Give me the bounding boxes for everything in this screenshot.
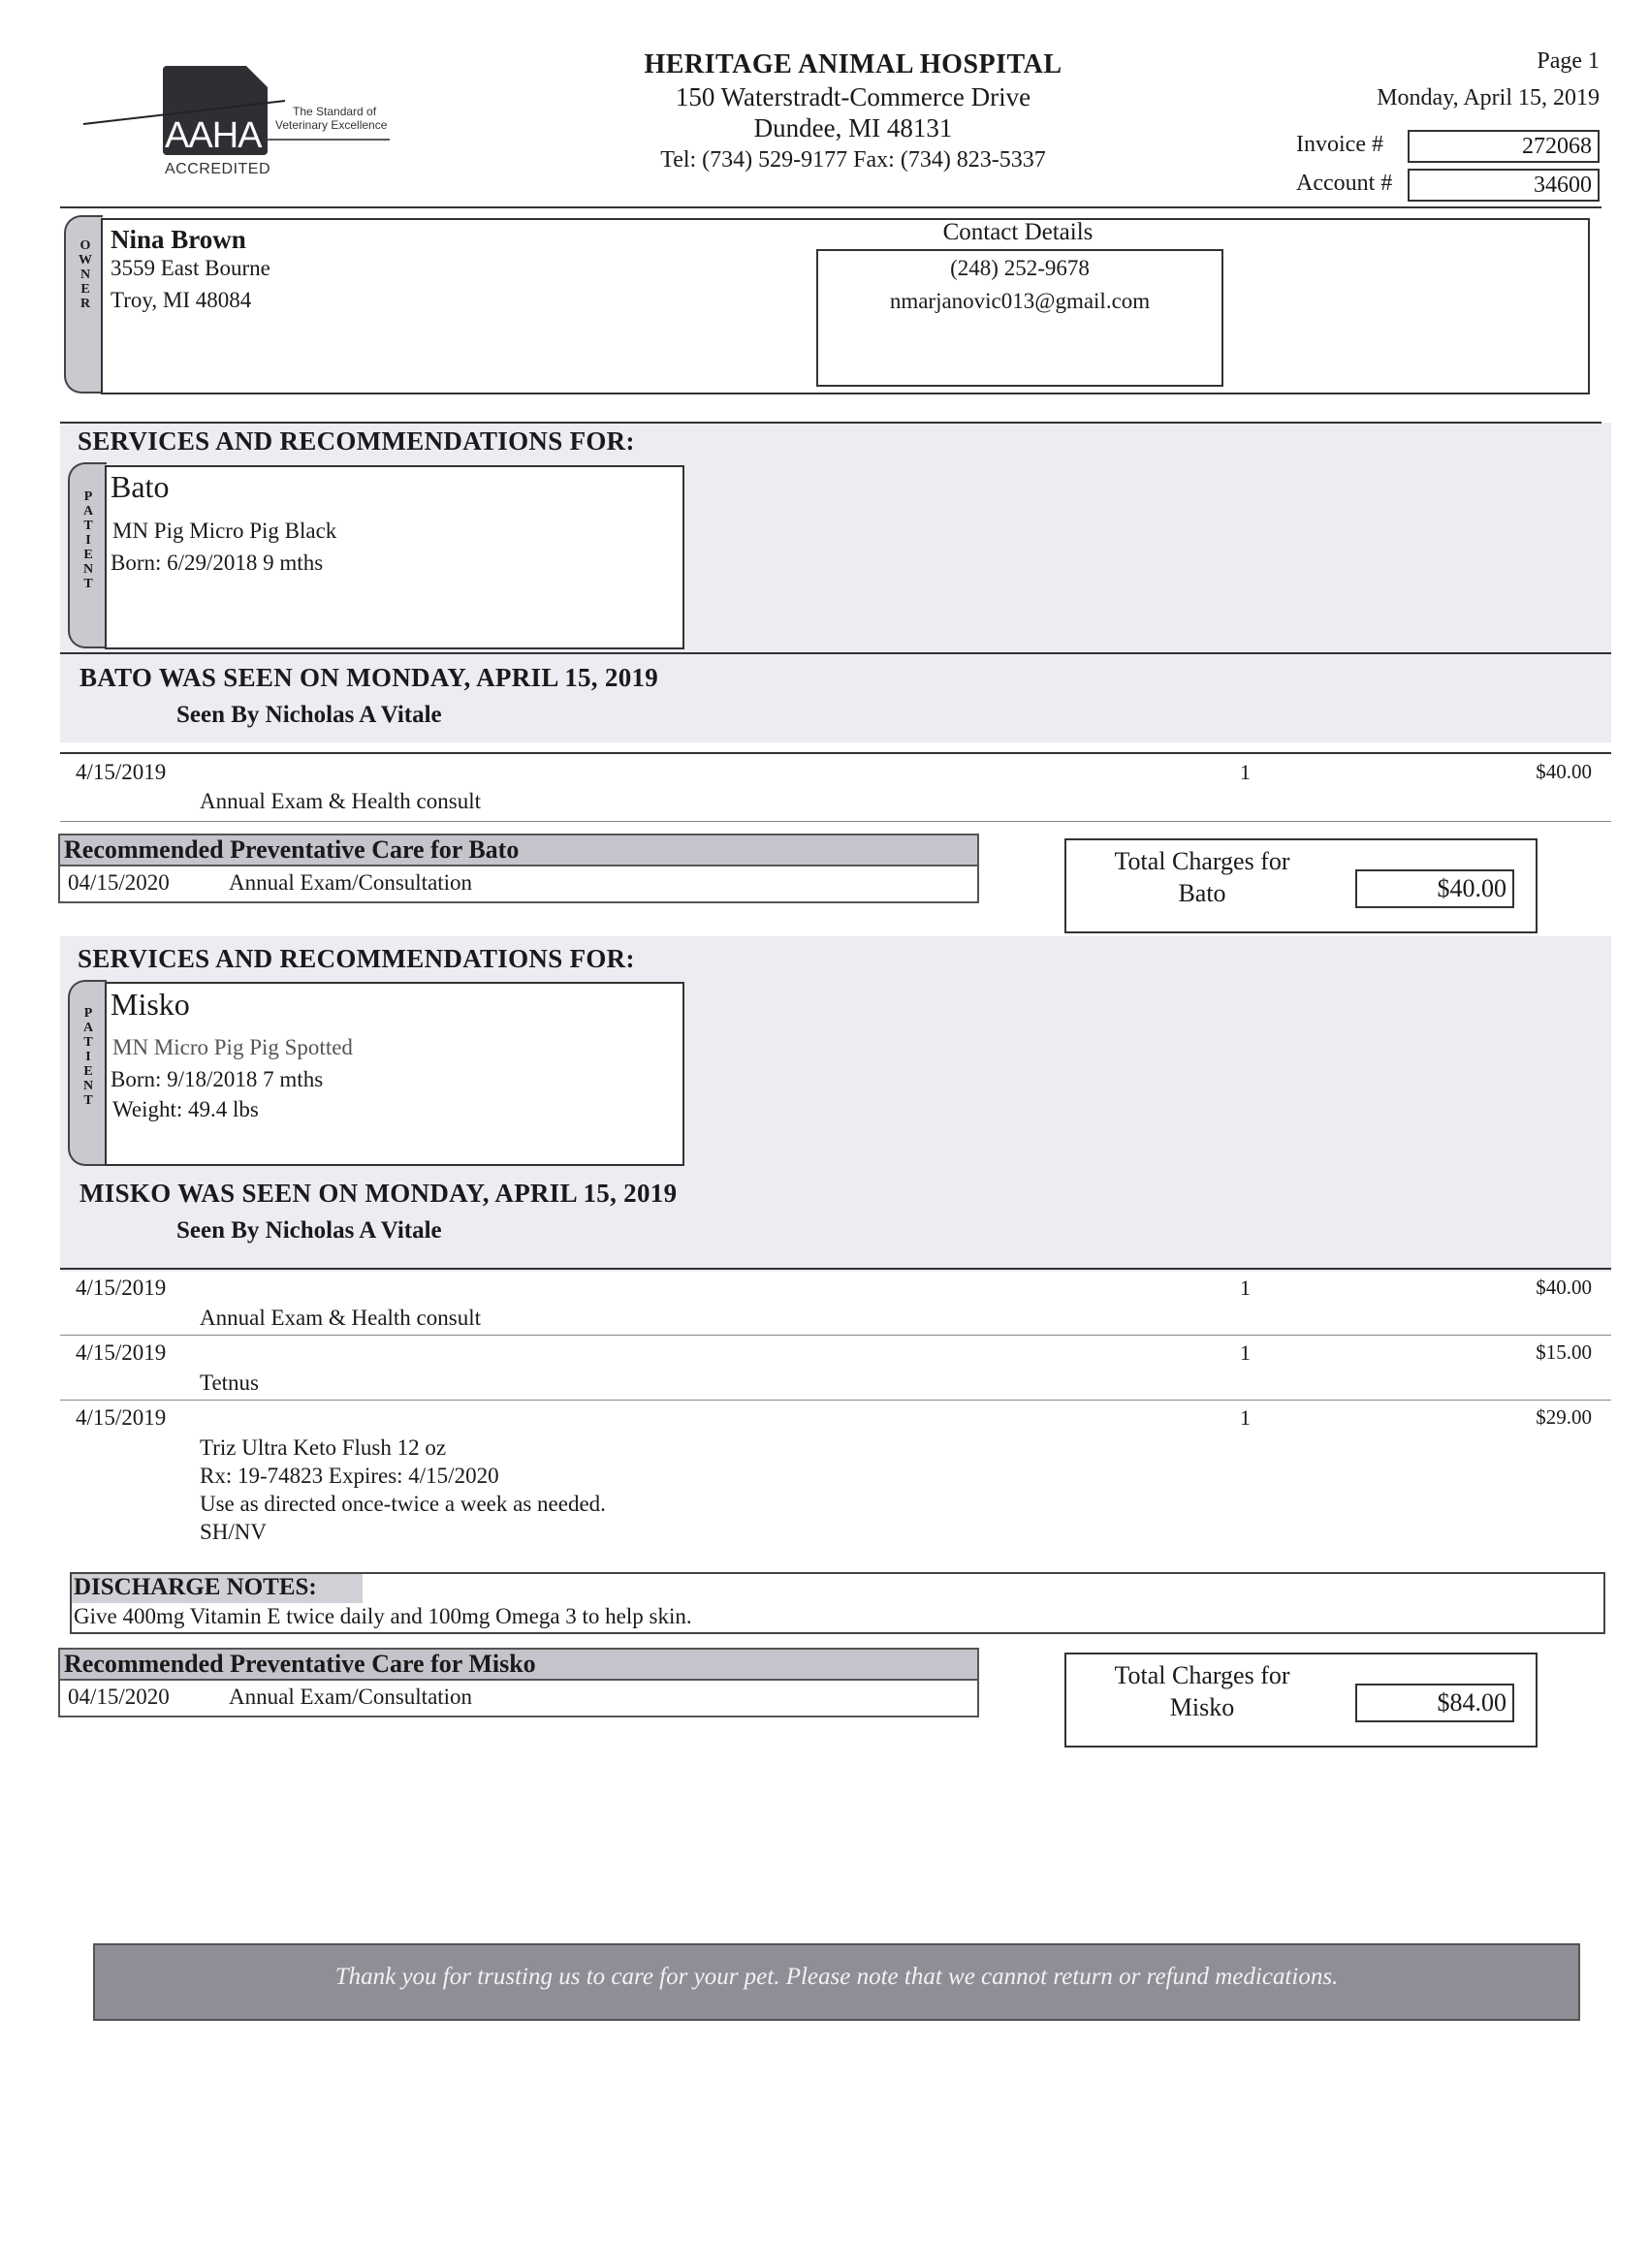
invoice-label: Invoice # <box>1296 132 1383 157</box>
pet-2-weight: Weight: 49.4 lbs <box>112 1097 259 1121</box>
pet-2-breed: MN Micro Pig Pig Spotted <box>112 1035 353 1059</box>
pet-1-rec-desc: Annual Exam/Consultation <box>229 870 473 895</box>
owner-phone: (248) 252-9678 <box>950 256 1090 280</box>
pet-2-item-2-desc: Tetnus <box>200 1370 259 1395</box>
pet-1-total-value: $40.00 <box>1355 869 1514 908</box>
clinic-address-1: 150 Waterstradt-Commerce Drive <box>675 82 1031 111</box>
pet-2-items-divider <box>60 1268 1611 1270</box>
pet-2-rec-desc: Annual Exam/Consultation <box>229 1685 473 1709</box>
pet-2-rec-heading: Recommended Preventative Care for Misko <box>58 1648 979 1681</box>
pet-1-seen-heading: BATO WAS SEEN ON MONDAY, APRIL 15, 2019 <box>79 663 659 692</box>
pet-2-name: Misko <box>111 987 190 1022</box>
pet-2-total-label-2: Misko <box>1169 1693 1235 1721</box>
pet-1-item-1-qty: 1 <box>1240 760 1251 784</box>
pet-1-services-heading: SERVICES AND RECOMMENDATIONS FOR: <box>78 426 635 456</box>
logo-tagline-1: The Standard of <box>293 105 377 118</box>
pet-1-top-divider <box>60 422 1601 424</box>
pet-2-total-label-1: Total Charges for <box>1114 1661 1290 1689</box>
owner-street: 3559 East Bourne <box>111 256 270 280</box>
pet-2-item-3-desc-line-4: SH/NV <box>200 1520 268 1544</box>
pet-2-item-2-price: $15.00 <box>1536 1340 1592 1364</box>
pet-1-item-1-price: $40.00 <box>1536 760 1592 783</box>
pet-2-item-1-qty: 1 <box>1240 1276 1251 1300</box>
owner-city: Troy, MI 48084 <box>111 288 252 312</box>
pet-2-born: Born: 9/18/2018 7 mths <box>111 1067 324 1091</box>
pet-2-item-3-desc <box>200 1433 606 1546</box>
owner-name: Nina Brown <box>111 225 246 254</box>
page-number: Page 1 <box>1537 48 1600 74</box>
pet-1-item-1-date: 4/15/2019 <box>76 760 167 784</box>
pet-2-item-3-desc-line-2: Rx: 19-74823 Expires: 4/15/2020 <box>200 1464 499 1488</box>
discharge-notes-text: Give 400mg Vitamin E twice daily and 100mg Omega 3 to help skin. <box>74 1604 692 1628</box>
pet-1-rec-heading: Recommended Preventative Care for Bato <box>58 834 979 866</box>
invoice-date: Monday, April 15, 2019 <box>1377 85 1600 110</box>
pet-2-item-2-qty: 1 <box>1240 1340 1251 1365</box>
clinic-phones: Tel: (734) 529-9177 Fax: (734) 823-5337 <box>660 147 1046 173</box>
pet-1-rec-date: 04/15/2020 <box>68 870 170 895</box>
aaha-logo <box>81 66 401 187</box>
invoice-number: 272068 <box>1408 130 1600 163</box>
logo-tagline-2: Veterinary Excellence <box>275 118 388 132</box>
pet-2-item-3-qty: 1 <box>1240 1405 1251 1430</box>
account-label: Account # <box>1296 171 1393 196</box>
discharge-notes-title: DISCHARGE NOTES: <box>74 1574 317 1600</box>
pet-1-items-end-divider <box>60 821 1611 822</box>
pet-2-patient-tab-letters: P A T I E N T <box>82 1006 94 1108</box>
pet-1-item-1-desc: Annual Exam & Health consult <box>200 789 481 813</box>
pet-2-item-3-desc-line-3: Use as directed once-twice a week as needed. <box>200 1492 606 1516</box>
header-divider <box>60 206 1601 208</box>
clinic-name: HERITAGE ANIMAL HOSPITAL <box>644 49 1062 79</box>
pet-1-name: Bato <box>111 469 170 504</box>
pet-2-item-2-divider <box>60 1400 1611 1401</box>
pet-2-item-1-divider <box>60 1335 1611 1336</box>
pet-2-total-value: $84.00 <box>1355 1684 1514 1722</box>
pet-2-item-1-date: 4/15/2019 <box>76 1276 167 1300</box>
pet-2-item-1-desc: Annual Exam & Health consult <box>200 1306 481 1330</box>
contact-details-title: Contact Details <box>942 219 1094 245</box>
pet-1-rec-row <box>58 866 979 903</box>
clinic-address-2: Dundee, MI 48131 <box>753 113 953 142</box>
pet-2-item-1-price: $40.00 <box>1536 1276 1592 1299</box>
pet-1-total-label-2: Bato <box>1178 879 1226 907</box>
pet-1-born: Born: 6/29/2018 9 mths <box>111 551 324 575</box>
logo-accredited: ACCREDITED <box>165 161 271 177</box>
pet-1-seen-by: Seen By Nicholas A Vitale <box>176 702 442 728</box>
pet-2-item-2-date: 4/15/2019 <box>76 1340 167 1365</box>
pet-2-item-3-price: $29.00 <box>1536 1405 1592 1429</box>
account-number: 34600 <box>1408 169 1600 202</box>
pet-2-services-heading: SERVICES AND RECOMMENDATIONS FOR: <box>78 944 635 973</box>
pet-2-seen-heading: MISKO WAS SEEN ON MONDAY, APRIL 15, 2019 <box>79 1179 678 1208</box>
pet-2-item-3-date: 4/15/2019 <box>76 1405 167 1430</box>
pet-2-seen-by: Seen By Nicholas A Vitale <box>176 1217 442 1244</box>
owner-email: nmarjanovic013@gmail.com <box>889 289 1151 313</box>
footer-message: Thank you for trusting us to care for your pet. Please note that we cannot return or refund medications. <box>334 1964 1339 1990</box>
pet-2-item-3-desc-line-1: Triz Ultra Keto Flush 12 oz <box>200 1435 447 1460</box>
owner-tab-letters: O W N E R <box>79 238 92 311</box>
clinic-info <box>562 48 1144 176</box>
pet-1-seen-divider <box>60 652 1611 654</box>
logo-mark-text: AAHA <box>165 115 262 156</box>
pet-1-items-divider <box>60 752 1611 754</box>
pet-1-breed: MN Pig Micro Pig Black <box>112 519 337 543</box>
pet-1-total-label-1: Total Charges for <box>1114 847 1290 875</box>
pet-2-rec-date: 04/15/2020 <box>68 1685 170 1709</box>
pet-2-rec-row <box>58 1681 979 1717</box>
pet-1-patient-tab-letters: P A T I E N T <box>82 489 94 591</box>
